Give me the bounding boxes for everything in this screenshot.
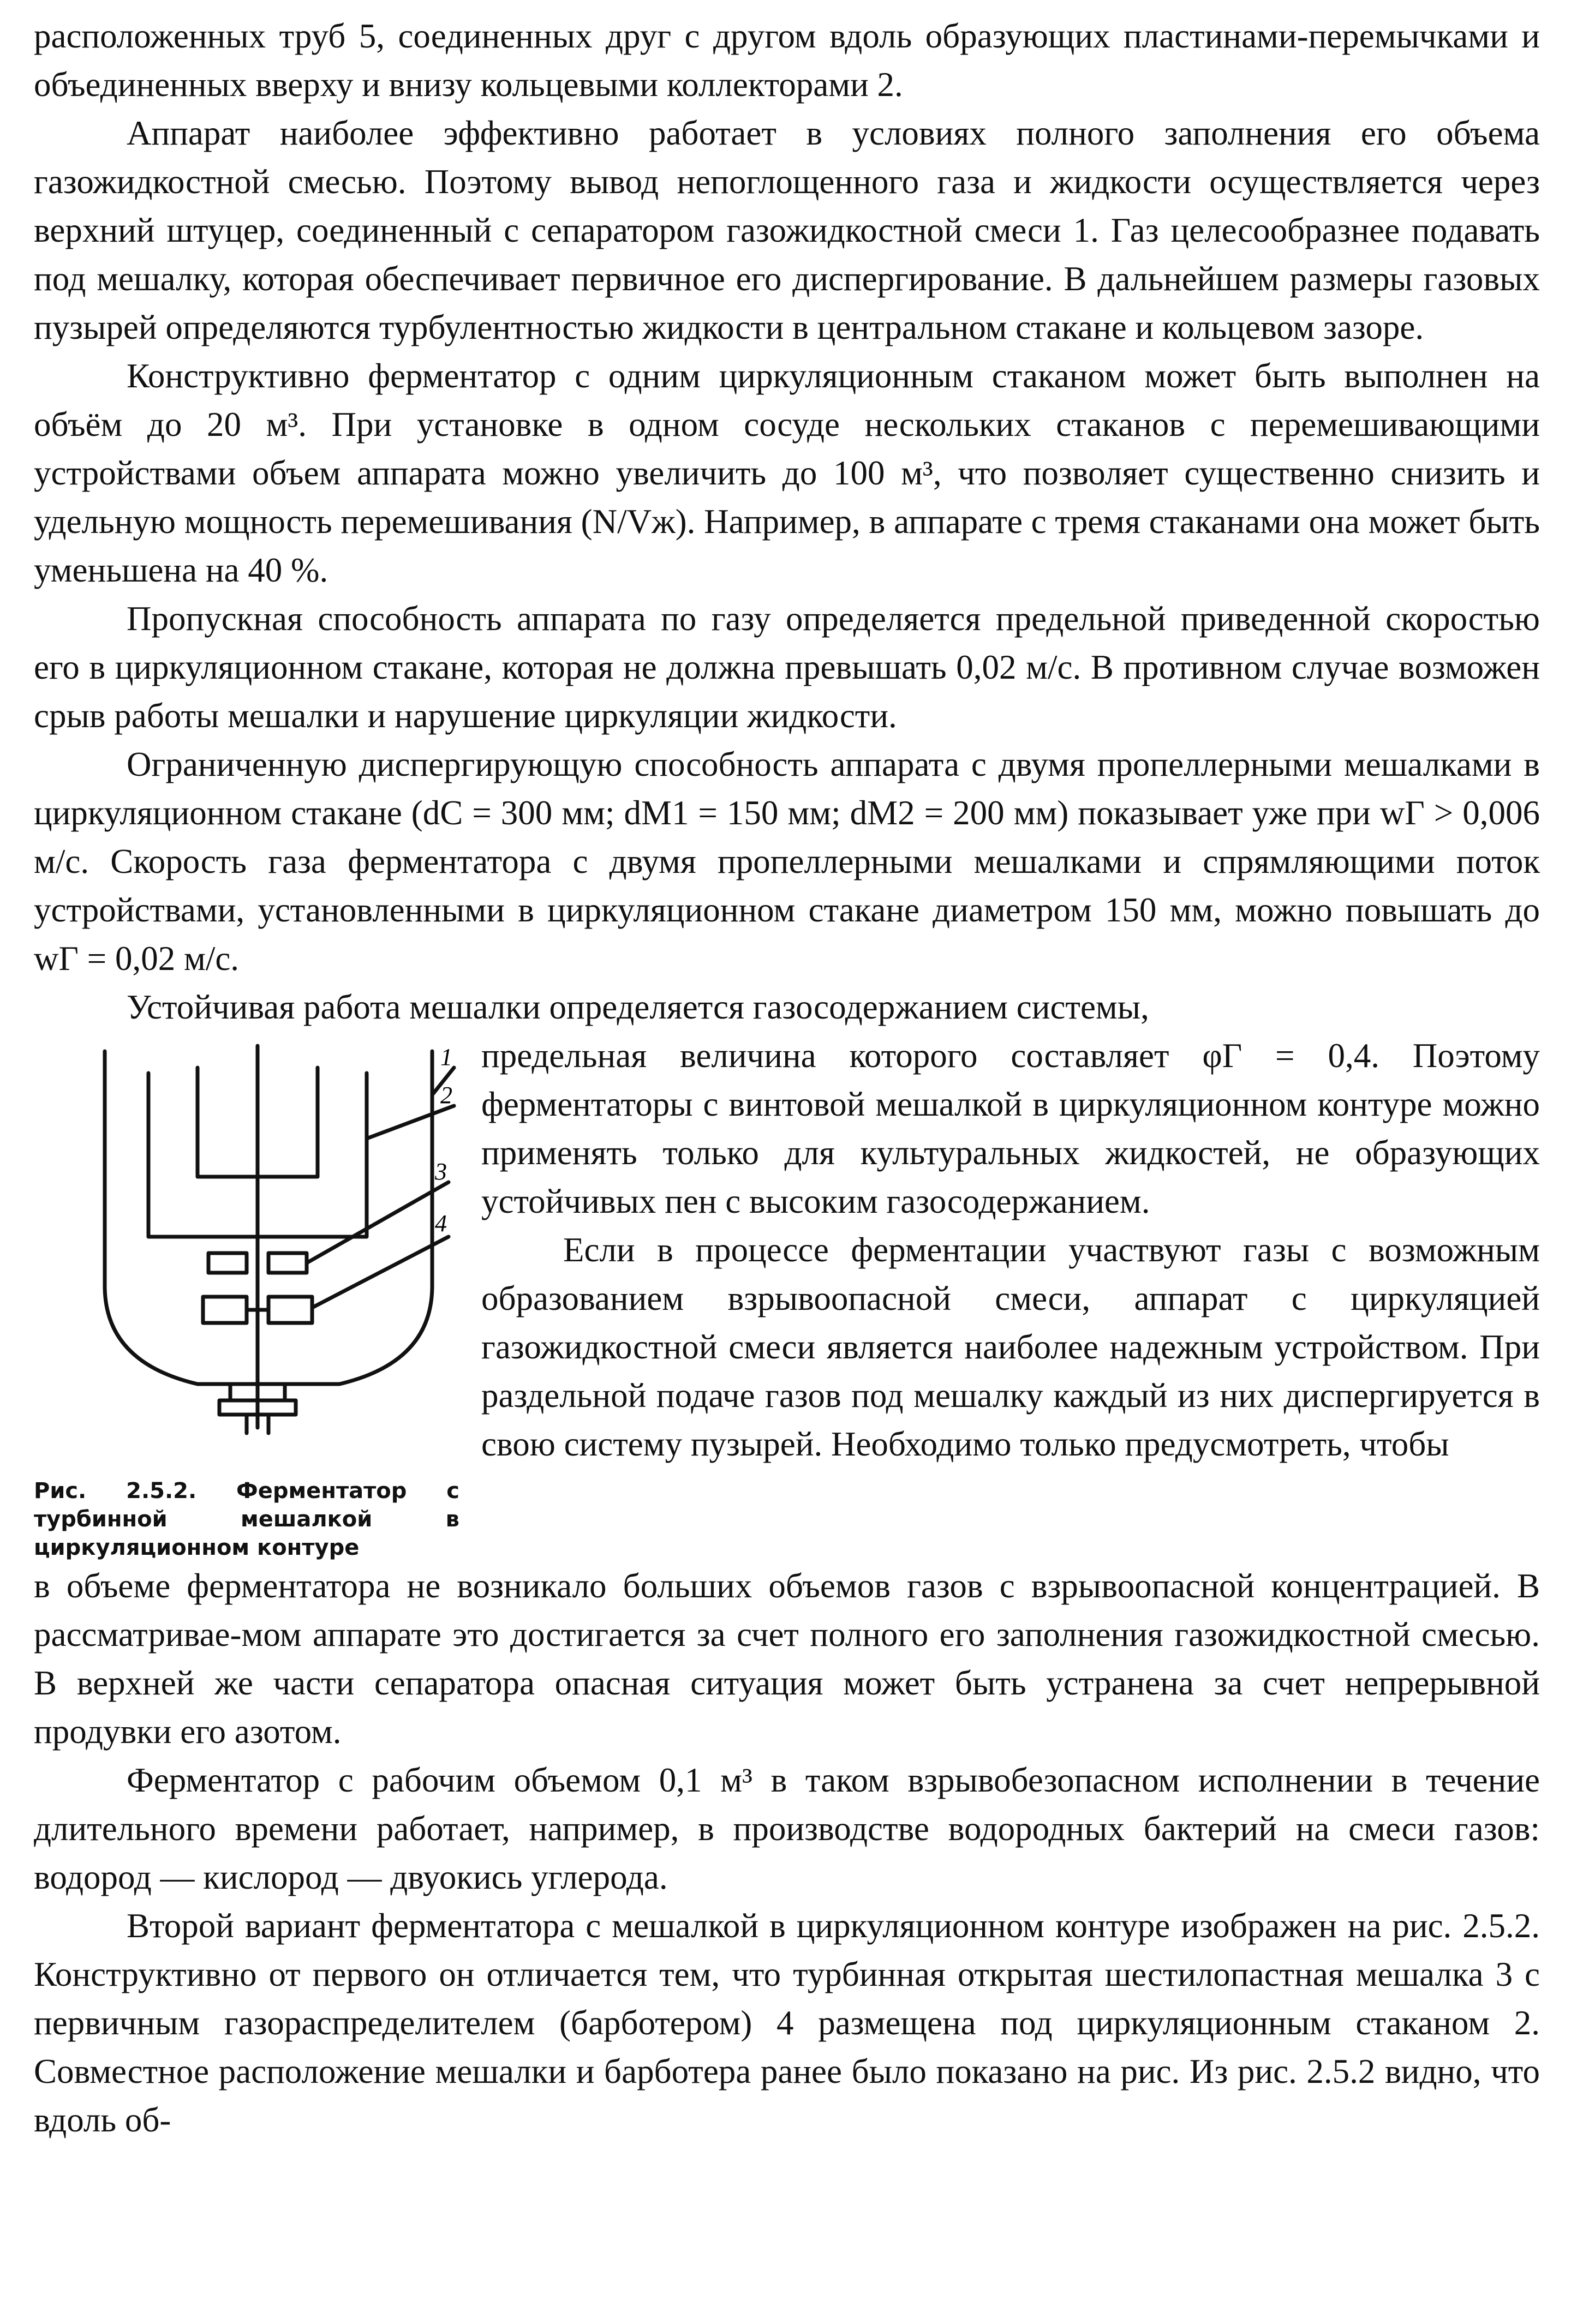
- body-text: [34, 12, 1540, 2145]
- paragraph: Аппарат наиболее эффективно работает в условиях полного заполнения его объема газожидкостной смесью. Поэтому вывод непоглощенного газа и жидкости осуществляется через верхний штуцер, соединенный с сепаратором газожидкостной смеси 1. Газ целесообразнее подавать под мешалку, которая обеспечивает первичное его диспергирование. В дальнейшем размеры газовых пузырей определяются турбулентностью жидкости в центральном стакане и кольцевом зазоре.: [34, 114, 1540, 346]
- paragraph: Ферментатор с рабочим объемом 0,1 м³ в таком взрывобезопасном исполнении в течение длительного времени работает, например, в производстве водородных бактерий на смеси газов: водород — кислород — двуокись углерода.: [34, 1761, 1540, 1896]
- paragraph: расположенных труб 5, соединенных друг с другом вдоль образующих пластинами-перемычками и объединенных вверху и внизу кольцевыми коллекторами 2.: [34, 17, 1540, 104]
- figure-label-1: 1: [440, 1044, 452, 1070]
- figure-2-5-2: [34, 1035, 459, 1562]
- paragraph: предельная величина которого составляет φГ = 0,4. Поэтому ферментаторы с винтовой мешалкой в циркуляционном контуре можно применять только для культуральных жидкостей, не образующих устойчивых пен с высоким газосодержанием.: [481, 1037, 1540, 1220]
- wrapped-text: [481, 1032, 1540, 1469]
- paragraph: Ограниченную диспергирующую способность аппарата с двумя пропеллерными мешалками в циркуляционном стакане (dC = 300 мм; dM1 = 150 мм; dM2 = 200 мм) показывает уже при wГ > 0,006 м/с. Скорость газа ферментатора с двумя пропеллерными мешалками и спрямляющими поток устройствами, установленными в циркуляционном стакане диаметром 150 мм, можно повышать до wГ = 0,02 м/с.: [34, 745, 1540, 978]
- caption-line: циркуляционном контуре: [34, 1535, 360, 1560]
- figure-label-2: 2: [440, 1082, 452, 1109]
- paragraph: в объеме ферментатора не возникало больших объемов газов с взрывоопасной концентрацией. В рассматривае-мом аппарате это достигается за счет полного его заполнения газожидкостной смесью. В верхней же части сепаратора опасная ситуация может быть устранена за счет непрерывной продувки его азотом.: [34, 1567, 1540, 1751]
- figure-caption: [34, 1477, 459, 1562]
- paragraph: Конструктивно ферментатор с одним циркуляционным стаканом может быть выполнен на объём до 20 м³. При установке в одном сосуде нескольких стаканов с перемешивающими устройствами объем аппарата можно увеличить до 100 м³, что позволяет существенно снизить и удельную мощность перемешивания (N/Vж). Например, в аппарате с тремя стаканами она может быть уменьшена на 40 %.: [34, 357, 1540, 589]
- figure-label-3: 3: [435, 1158, 447, 1185]
- caption-line: Рис. 2.5.2. Ферментатор с: [34, 1478, 459, 1504]
- paragraph: Второй вариант ферментатора с мешалкой в циркуляционном контуре изображен на рис. 2.5.2. Конструктивно от первого он отличается тем, что турбинная открытая шестилопастная мешалка 3 с первичным газораспределителем (барботером) 4 размещена под циркуляционным стаканом 2. Совместное расположение мешалки и барботера ранее было показано на рис. Из рис. 2.5.2 видно, что вдоль об-: [34, 1907, 1540, 2139]
- caption-line: турбинной мешалкой в: [34, 1507, 459, 1532]
- paragraph: Пропускная способность аппарата по газу определяется предельной приведенной скоростью его в циркуляционном стакане, которая не должна превышать 0,02 м/с. В противном случае возможен срыв работы мешалки и нарушение циркуляции жидкости.: [34, 600, 1540, 735]
- figure-wrap-block: [34, 1032, 1540, 1562]
- fermenter-diagram: [34, 1035, 459, 1460]
- paragraph: Если в процессе ферментации участвуют газы с возможным образованием взрывоопасной смеси, аппарат с циркуляцией газожидкостной смеси является наиболее надежным устройством. При раздельной подаче газов под мешалку каждый из них диспергируется в свою систему пузырей. Необходимо только предусмотреть, чтобы: [481, 1231, 1540, 1463]
- figure-label-4: 4: [435, 1210, 447, 1237]
- paragraph: Устойчивая работа мешалки определяется газосодержанием системы,: [127, 988, 1149, 1026]
